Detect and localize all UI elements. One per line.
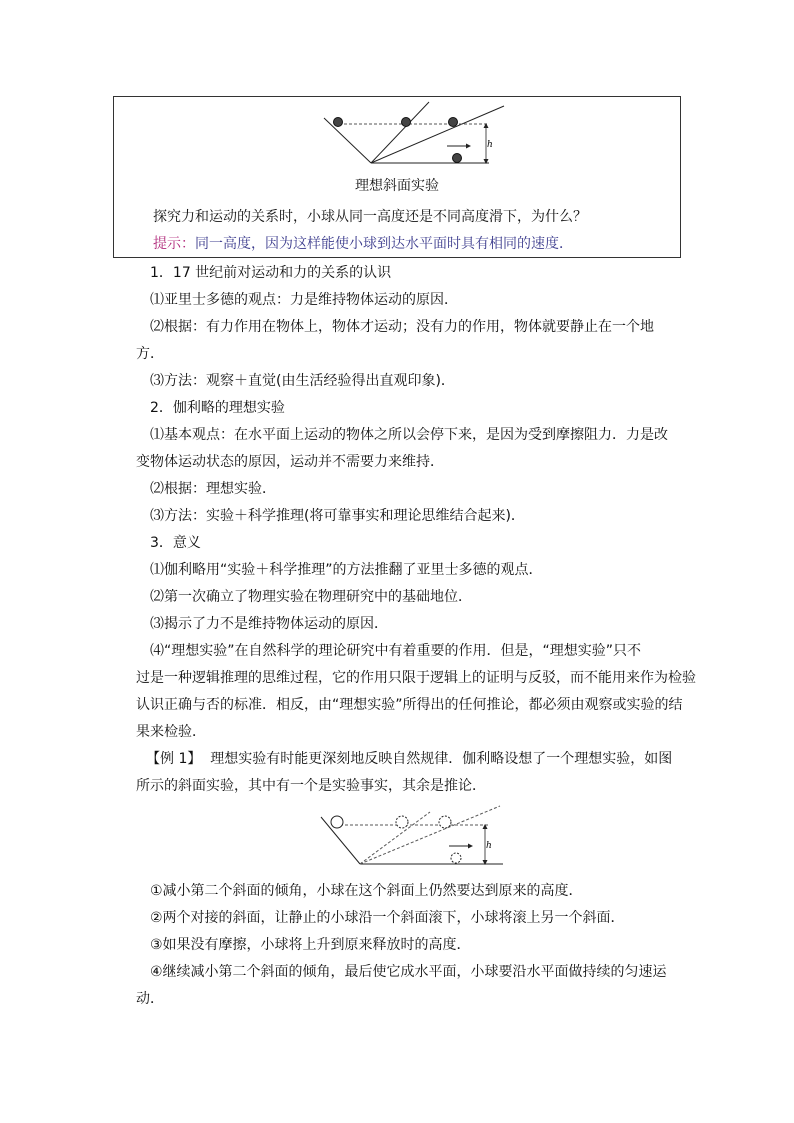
figure-caption: 理想斜面实验 <box>355 178 439 194</box>
example-height-label: h <box>486 841 492 851</box>
example-option-3: ③如果没有摩擦，小球将上升到原来释放时的高度． <box>150 937 471 953</box>
section-3-item-4c: 认识正确与否的标准．相反，由“理想实验”所得出的任何推论，都必须由观察或实验的结 <box>136 697 683 713</box>
section-2-title: 2．伽利略的理想实验 <box>150 400 285 416</box>
section-1-item-3: ⑶方法：观察＋直觉(由生活经验得出直观印象)． <box>150 373 455 389</box>
inclined-plane-diagram-example <box>318 804 508 870</box>
example-option-2: ②两个对接的斜面，让静止的小球沿一个斜面滚下，小球将滚上另一个斜面． <box>150 910 625 926</box>
section-2-item-3: ⑶方法：实验＋科学推理(将可靠事实和理论思维结合起来)． <box>150 508 525 524</box>
section-3-item-3: ⑶揭示了力不是维持物体运动的原因． <box>150 616 388 632</box>
hint-label: 提示： <box>153 236 195 252</box>
section-3-item-4a: ⑷“理想实验”在自然科学的理论研究中有着重要的作用．但是，“理想实验”只不 <box>150 643 642 659</box>
question-text: 探究力和运动的关系时，小球从同一高度还是不同高度滑下，为什么？ <box>153 209 587 225</box>
section-3-title: 3．意义 <box>150 535 201 551</box>
hint-text: 同一高度，因为这样能使小球到达水平面时具有相同的速度． <box>195 236 573 252</box>
section-3-item-1: ⑴伽利略用“实验＋科学推理”的方法推翻了亚里士多德的观点． <box>150 562 543 578</box>
section-2-item-1b: 变物体运动状态的原因，运动并不需要力来维持． <box>136 454 444 470</box>
inclined-plane-diagram-top <box>319 100 519 166</box>
example-option-4a: ④继续减小第二个斜面的倾角，最后使它成水平面，小球要沿水平面做持续的匀速运 <box>150 964 667 980</box>
section-2-item-1a: ⑴基本观点：在水平面上运动的物体之所以会停下来，是因为受到摩擦阻力．力是改 <box>150 427 668 443</box>
example-line-a <box>146 750 672 768</box>
section-2-item-2: ⑵根据：理想实验． <box>150 481 276 497</box>
section-3-item-2: ⑵第一次确立了物理实验在物理研究中的基础地位． <box>150 589 472 605</box>
height-label: h <box>487 140 493 150</box>
example-option-4b: 动． <box>136 991 164 1007</box>
hint-line <box>153 233 573 253</box>
section-1-title: 1．17 世纪前对运动和力的关系的认识 <box>150 265 392 281</box>
section-1-item-1: ⑴亚里士多德的观点：力是维持物体运动的原因． <box>150 292 458 308</box>
section-1-item-2b: 方． <box>136 346 164 362</box>
section-3-item-4d: 果来检验． <box>136 724 206 740</box>
example-option-1: ①减小第二个斜面的倾角，小球在这个斜面上仍然要达到原来的高度． <box>150 883 583 899</box>
example-text-a: 理想实验有时能更深刻地反映自然规律．伽利略设想了一个理想实验，如图 <box>210 751 673 767</box>
experiment-box <box>113 96 681 258</box>
example-label: 【例 1】 <box>146 751 202 767</box>
section-3-item-4b: 过是一种逻辑推理的思维过程，它的作用只限于逻辑上的证明与反驳，而不能用来作为检验 <box>136 670 696 686</box>
example-text-b: 所示的斜面实验，其中有一个是实验事实，其余是推论． <box>136 778 486 794</box>
section-1-item-2a: ⑵根据：有力作用在物体上，物体才运动；没有力的作用，物体就要静止在一个地 <box>150 319 654 335</box>
